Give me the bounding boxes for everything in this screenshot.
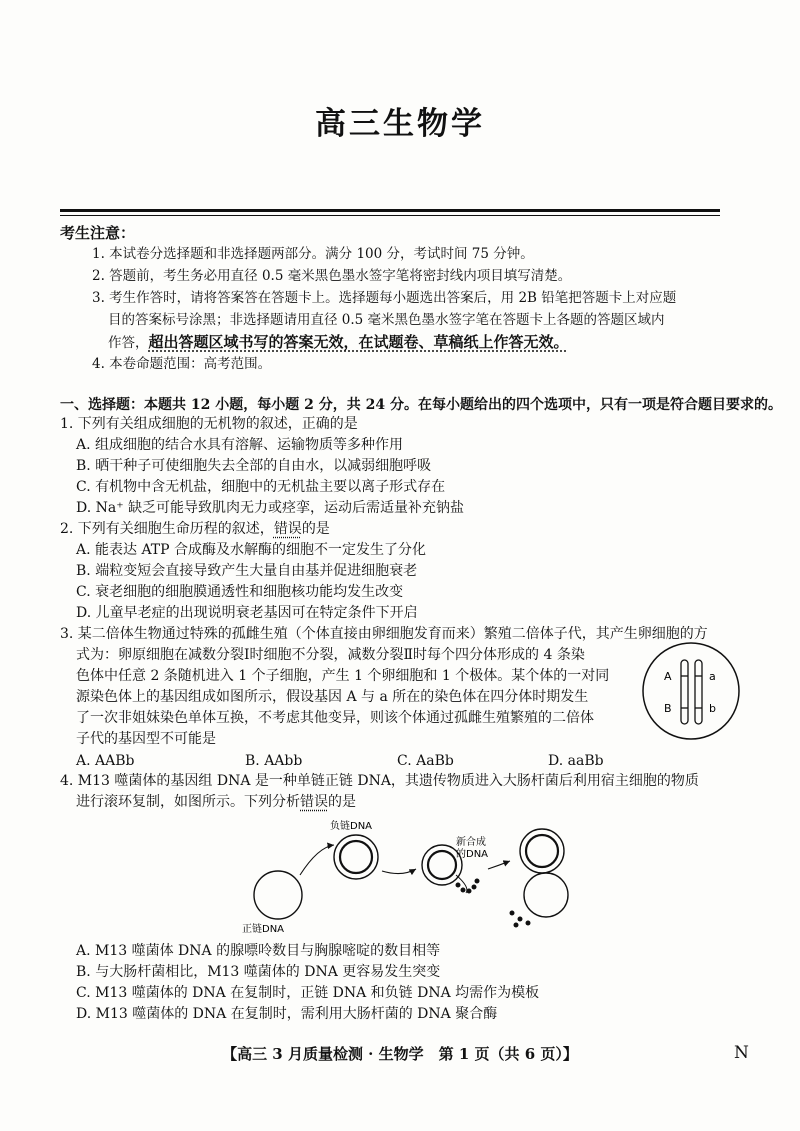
nucleotide-dot — [456, 883, 461, 888]
notice-item-3-line3-start: 作答， — [108, 335, 149, 351]
q4-line-2-emphasis: 错误 — [300, 794, 328, 810]
chromosome-figure — [640, 640, 742, 742]
arrow-2 — [382, 869, 416, 874]
section-heading: 一、选择题：本题共 12 小题，每小题 2 分，共 24 分。在每小题给出的四个选项中，只有一项是符合题目要求的。 — [60, 397, 782, 413]
chromosome-right — [695, 660, 702, 724]
q3-option-c: C. AaBb — [397, 753, 454, 769]
gene-label-b: b — [709, 702, 716, 715]
q1-option-b: B. 晒干种子可使细胞失去全部的自由水，以减弱细胞呼吸 — [76, 458, 432, 474]
notice-item-3-line2: 目的答案标号涂黑；非选择题请用直径 0.5 毫米黑色墨水签字笔在答题卡上各题的答题区域内 — [108, 312, 665, 328]
header-rule-thick — [60, 209, 720, 212]
negative-strand-label: 负链DNA — [330, 821, 373, 832]
nucleotide-dot — [475, 879, 480, 884]
q2-option-c: C. 衰老细胞的细胞膜通透性和细胞核功能均发生改变 — [76, 584, 404, 600]
q4-line-2-part1: 进行滚环复制，如图所示。下列分析 — [76, 794, 300, 810]
q3-option-d: D. aaBb — [548, 753, 604, 769]
nucleotide-dot — [518, 917, 523, 922]
q4-line-2 — [76, 792, 356, 813]
q3-line-5: 了一次非姐妹染色单体互换，不考虑其他变异，则该个体通过孤雌生殖繁殖的二倍体 — [76, 710, 594, 726]
notice-item-1: 1. 本试卷分选择题和非选择题两部分。满分 100 分，考试时间 75 分钟。 — [92, 246, 534, 262]
positive-strand-label: 正链DNA — [242, 924, 285, 935]
rolling-circle-figure — [230, 815, 580, 940]
q1-option-d: D. Na⁺ 缺乏可能导致肌肉无力或痉挛，运动后需适量补充钠盐 — [76, 500, 465, 516]
gene-label-a: a — [709, 670, 716, 683]
new-dna-label-1: 新合成 — [456, 837, 486, 848]
positive-strand-circle — [254, 871, 302, 919]
q2-option-d: D. 儿童早老症的出现说明衰老基因可在特定条件下开启 — [76, 605, 418, 621]
notice-item-2: 2. 答题前，考生务必用直径 0.5 毫米黑色墨水签字笔将密封线内项目填写清楚。 — [92, 268, 572, 284]
q1-option-a: A. 组成细胞的结合水具有溶解、运输物质等多种作用 — [76, 437, 404, 453]
q3-line-3: 色体中任意 2 条随机进入 1 个子细胞，产生 1 个卵细胞和 1 个极体。某个体的一对同 — [76, 668, 610, 684]
q4-line-1: 4. M13 噬菌体的基因组 DNA 是一种单链正链 DNA，其遗传物质进入大肠杆菌后利用宿主细胞的物质 — [60, 773, 699, 789]
q2-stem — [60, 519, 330, 540]
nucleotide-dot — [461, 888, 466, 893]
cell-outline — [643, 643, 739, 739]
q3-line-2: 式为：卵原细胞在减数分裂Ⅰ时细胞不分裂，减数分裂Ⅱ时每个四分体形成的 4 条染 — [76, 647, 585, 663]
notice-item-3-line1: 3. 考生作答时，请将答案答在答题卡上。选择题每小题选出答案后，用 2B 铅笔把答题卡上对应题 — [92, 290, 677, 306]
arrow-1 — [300, 845, 334, 875]
page-title: 高三生物学 — [315, 106, 485, 142]
chromosome-left — [681, 660, 688, 724]
q4-option-b: B. 与大肠杆菌相比，M13 噬菌体的 DNA 更容易发生突变 — [76, 964, 441, 980]
product-circle-top-inner — [526, 835, 558, 867]
q2-stem-part1: 2. 下列有关细胞生命历程的叙述， — [60, 521, 274, 537]
new-dna-label-2: 的DNA — [456, 849, 489, 860]
arrow-3 — [488, 861, 510, 869]
nucleotide-dot — [472, 885, 477, 890]
corner-mark: N — [734, 1043, 749, 1063]
notice-heading: 考生注意： — [60, 224, 136, 242]
q4-option-a: A. M13 噬菌体 DNA 的腺嘌呤数目与胸腺嘧啶的数目相等 — [76, 943, 441, 959]
nucleotide-dot — [467, 889, 472, 894]
product-circle-bottom — [524, 873, 568, 917]
notice-item-3-line3 — [108, 331, 569, 354]
q3-line-1: 3. 某二倍体生物通过特殊的孤雌生殖（个体直接由卵细胞发育而来）繁殖二倍体子代，其产生卵细胞的方 — [60, 626, 708, 642]
nucleotide-dot — [510, 911, 515, 916]
q3-line-6: 子代的基因型不可能是 — [76, 731, 216, 747]
q1-stem: 1. 下列有关组成细胞的无机物的叙述，正确的是 — [60, 416, 358, 432]
replicating-inner — [428, 851, 456, 879]
double-strand-inner — [340, 841, 372, 873]
q2-option-b: B. 端粒变短会直接导致产生大量自由基并促进细胞衰老 — [76, 563, 418, 579]
q3-line-4: 源染色体上的基因组成如图所示，假设基因 A 与 a 所在的染色体在四分体时期发生 — [76, 689, 589, 705]
q2-stem-emphasis: 错误 — [273, 521, 302, 537]
notice-emphasis: 超出答题区域书写的答案无效，在试题卷、草稿纸上作答无效。 — [148, 333, 569, 351]
page-footer: 【高三 3 月质量检测 · 生物学 第 1 页（共 6 页）】 — [222, 1045, 578, 1063]
q1-option-c: C. 有机物中含无机盐，细胞中的无机盐主要以离子形式存在 — [76, 479, 446, 495]
header-rule-thin — [60, 215, 720, 216]
q4-option-c: C. M13 噬菌体的 DNA 在复制时，正链 DNA 和负链 DNA 均需作为模板 — [76, 985, 540, 1001]
nucleotide-dot — [514, 923, 519, 928]
q2-stem-part3: 的是 — [301, 521, 330, 537]
q4-option-d: D. M13 噬菌体的 DNA 在复制时，需利用大肠杆菌的 DNA 聚合酶 — [76, 1006, 498, 1022]
nucleotide-dot — [526, 921, 531, 926]
gene-label-A: A — [664, 670, 672, 683]
q2-option-a: A. 能表达 ATP 合成酶及水解酶的细胞不一定发生了分化 — [76, 542, 427, 558]
gene-label-B: B — [664, 702, 672, 715]
q3-option-b: B. AAbb — [245, 753, 303, 769]
q3-option-a: A. AABb — [76, 753, 135, 769]
notice-item-4: 4. 本卷命题范围：高考范围。 — [92, 356, 272, 372]
q4-line-2-part3: 的是 — [328, 794, 356, 810]
